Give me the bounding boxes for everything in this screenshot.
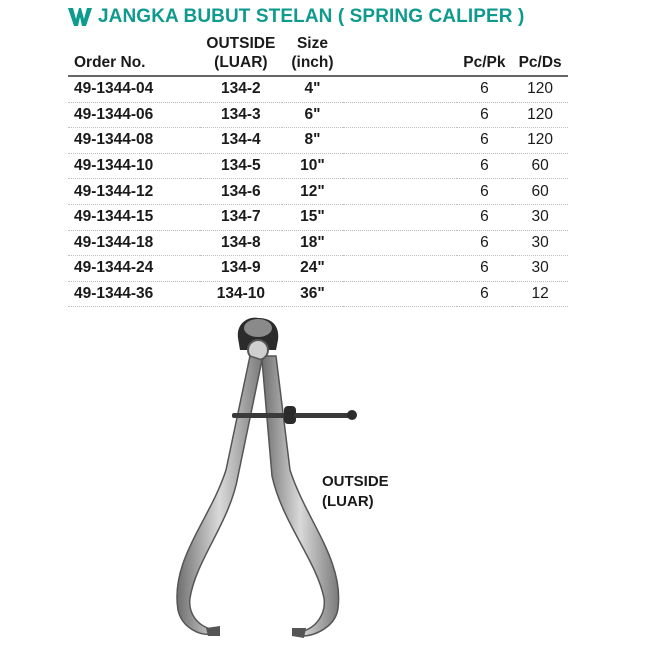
cell-outside: 134-7 — [200, 204, 282, 230]
cell-order-no: 49-1344-04 — [68, 76, 200, 102]
cell-order-no: 49-1344-18 — [68, 230, 200, 256]
cell-pc-pk: 6 — [457, 204, 513, 230]
cell-order-no: 49-1344-06 — [68, 102, 200, 128]
header-pc-pk: Pc/Pk — [463, 54, 506, 71]
cell-outside: 134-2 — [200, 76, 282, 102]
header-size: Size (inch) — [291, 35, 334, 71]
page-title: JANGKA BUBUT STELAN ( SPRING CALIPER ) — [98, 6, 525, 27]
cell-outside: 134-4 — [200, 128, 282, 154]
cell-size: 12" — [282, 179, 344, 205]
cell-outside: 134-10 — [200, 281, 282, 307]
cell-pc-ds: 60 — [512, 179, 568, 205]
cell-size: 4" — [282, 76, 344, 102]
cell-pc-pk: 6 — [457, 102, 513, 128]
cell-size: 10" — [282, 153, 344, 179]
cell-outside: 134-8 — [200, 230, 282, 256]
cell-size: 15" — [282, 204, 344, 230]
cell-pc-pk: 6 — [457, 281, 513, 307]
cell-size: 6" — [282, 102, 344, 128]
cell-outside: 134-3 — [200, 102, 282, 128]
label-outside: OUTSIDE — [322, 473, 389, 490]
cell-pc-ds: 30 — [512, 204, 568, 230]
cell-pc-ds: 120 — [512, 76, 568, 102]
label-luar: (LUAR) — [322, 493, 374, 510]
header-pc-ds: Pc/Ds — [518, 54, 562, 71]
cell-outside: 134-5 — [200, 153, 282, 179]
cell-size: 18" — [282, 230, 344, 256]
cell-pc-pk: 6 — [457, 179, 513, 205]
cell-order-no: 49-1344-08 — [68, 128, 200, 154]
cell-pc-pk: 6 — [457, 76, 513, 102]
cell-size: 36" — [282, 281, 344, 307]
illustration-label — [322, 472, 389, 512]
cell-order-no: 49-1344-24 — [68, 256, 200, 282]
cell-order-no: 49-1344-10 — [68, 153, 200, 179]
cell-pc-ds: 30 — [512, 256, 568, 282]
cell-pc-pk: 6 — [457, 230, 513, 256]
cell-size: 8" — [282, 128, 344, 154]
cell-pc-ds: 12 — [512, 281, 568, 307]
cell-pc-ds: 30 — [512, 230, 568, 256]
cell-pc-ds: 120 — [512, 102, 568, 128]
header-order-no: Order No. — [74, 54, 146, 71]
cell-order-no: 49-1344-12 — [68, 179, 200, 205]
cell-outside: 134-9 — [200, 256, 282, 282]
cell-size: 24" — [282, 256, 344, 282]
cell-order-no: 49-1344-15 — [68, 204, 200, 230]
header-outside: OUTSIDE (LUAR) — [206, 35, 276, 71]
cell-order-no: 49-1344-36 — [68, 281, 200, 307]
cell-pc-pk: 6 — [457, 256, 513, 282]
cell-pc-ds: 120 — [512, 128, 568, 154]
cell-pc-pk: 6 — [457, 153, 513, 179]
cell-pc-pk: 6 — [457, 128, 513, 154]
cell-outside: 134-6 — [200, 179, 282, 205]
cell-pc-ds: 60 — [512, 153, 568, 179]
